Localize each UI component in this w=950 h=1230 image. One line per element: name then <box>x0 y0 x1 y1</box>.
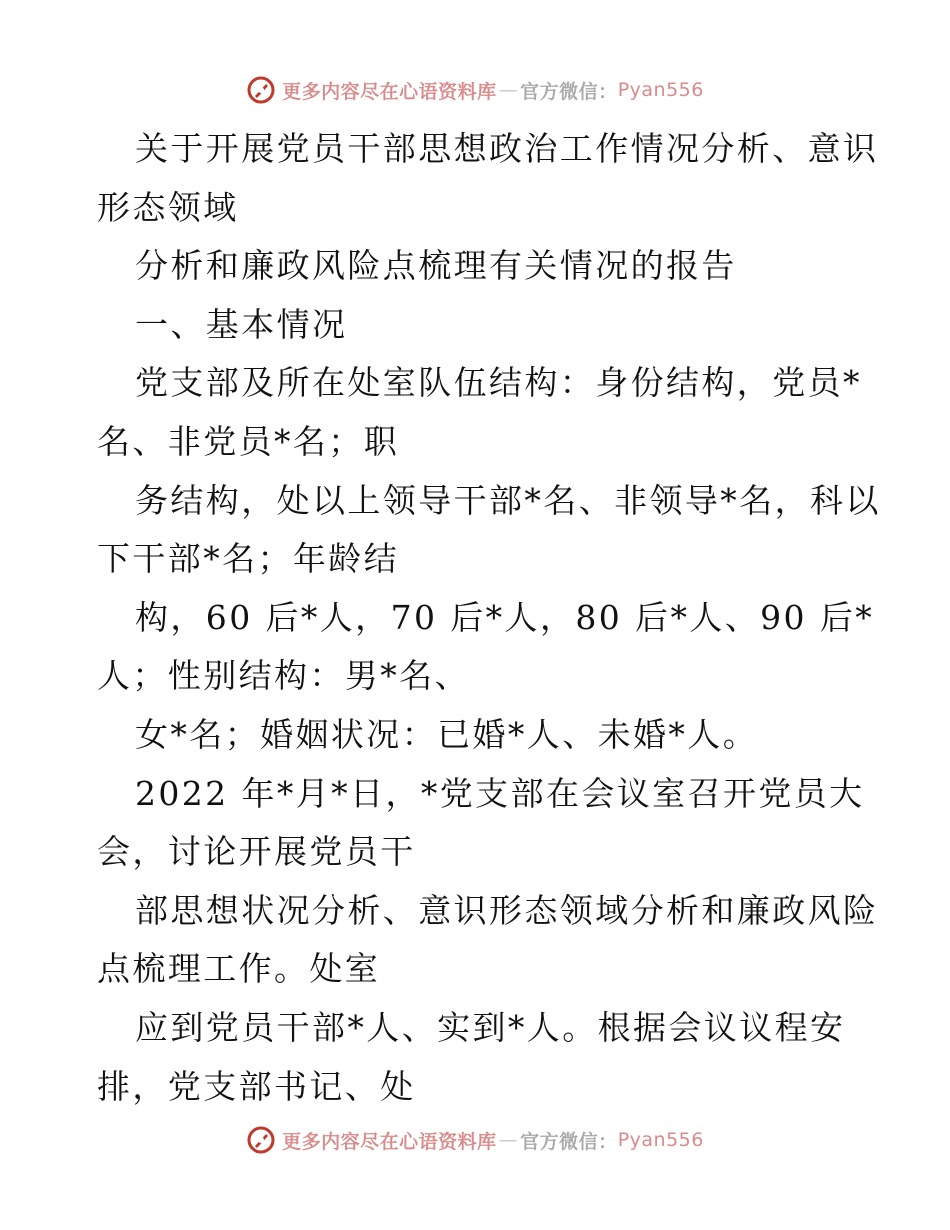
document-body <box>97 120 881 1116</box>
document-line: 党支部及所在处室队伍结构：身份结构，党员* <box>135 363 862 403</box>
pen-logo-icon <box>246 75 276 105</box>
document-line: 应到党员干部*人、实到*人。根据会议议程安 <box>135 1007 846 1047</box>
document-line: 关于开展党员干部思想政治工作情况分析、意识 <box>135 129 879 168</box>
document-line: 点梳理工作。处室 <box>97 949 381 989</box>
watermark-wechat-id: Pyan556 <box>617 79 704 101</box>
document-line: 一、基本情况 <box>135 304 348 344</box>
document-line: 女*名；婚姻状况：已婚*人、未婚*人。 <box>135 714 759 754</box>
watermark-footer <box>0 1122 950 1158</box>
pen-logo-icon <box>246 1125 276 1155</box>
watermark-official-label: 官方微信： <box>520 80 618 103</box>
document-line: 部思想状况分析、意识形态领域分析和廉政风险 <box>135 890 879 930</box>
watermark-official-label: 官方微信： <box>520 1130 618 1153</box>
document-line: 2022 年*月*日，*党支部在会议室召开党员大 <box>135 773 865 813</box>
watermark-wechat-id: Pyan556 <box>617 1129 704 1151</box>
document-line: 人；性别结构：男*名、 <box>97 656 470 696</box>
document-line: 形态领域 <box>97 187 239 227</box>
document-line: 分析和廉政风险点梳理有关情况的报告 <box>135 246 737 286</box>
document-line: 下干部*名；年龄结 <box>97 539 400 579</box>
document-line: 务结构，处以上领导干部*名、非领导*名，科以 <box>135 480 881 520</box>
document-line: 会，讨论开展党员干 <box>97 832 416 872</box>
watermark-main-text: 更多内容尽在心语资料库 <box>282 1130 497 1153</box>
document-line: 排，党支部书记、处 <box>97 1066 416 1106</box>
watermark-main-text: 更多内容尽在心语资料库 <box>282 80 497 103</box>
document-line: 名、非党员*名；职 <box>97 421 400 461</box>
watermark-separator: — <box>498 79 519 101</box>
document-line: 构，60 后*人，70 后*人，80 后*人、90 后* <box>135 597 875 637</box>
watermark-separator: — <box>498 1129 519 1151</box>
watermark-header <box>0 72 950 108</box>
